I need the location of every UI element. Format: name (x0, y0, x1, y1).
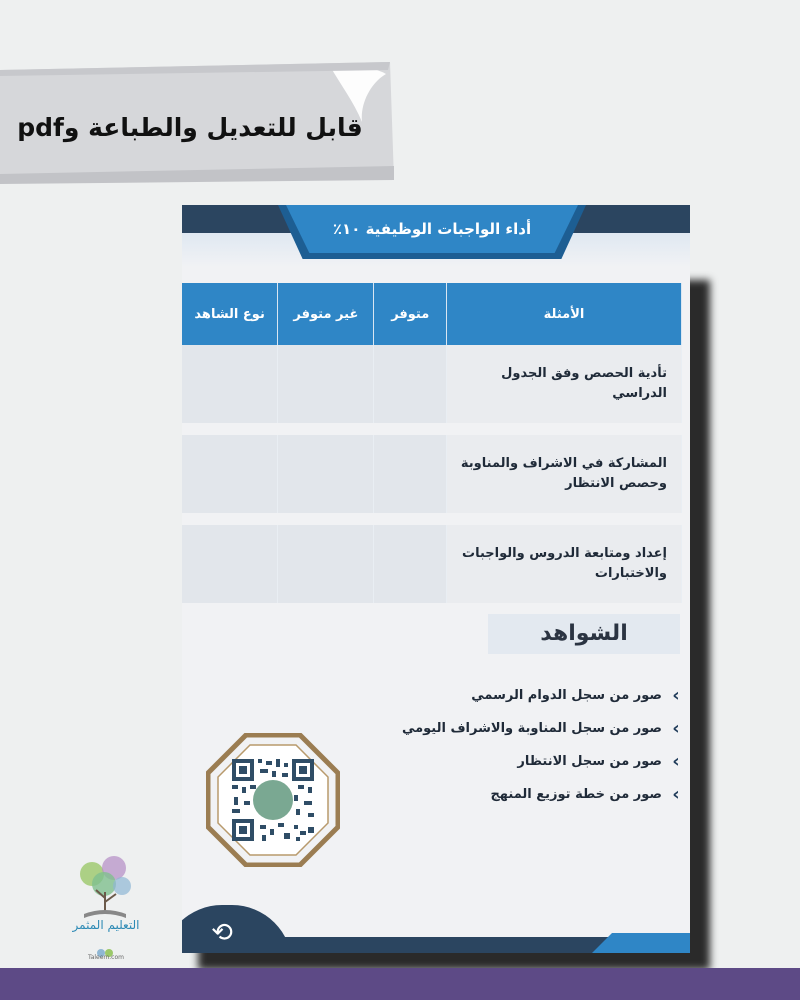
cell-evidence-type (182, 429, 278, 519)
cell-example: تأدية الحصص وفق الجدول الدراسي (447, 345, 682, 429)
header-not-available: غير متوفر (278, 283, 374, 345)
list-item (282, 778, 682, 811)
qr-center-logo (253, 780, 293, 820)
banner-text: قابل للتعديل والطباعة وpdf (17, 113, 363, 142)
evidence-item: صور من سجل الدوام الرسمي (471, 688, 662, 703)
list-item (282, 712, 682, 745)
chevron-left-icon: ‹ (672, 685, 680, 706)
cell-available (374, 519, 447, 609)
list-item (282, 745, 682, 778)
evidence-heading: الشواهد (488, 614, 680, 654)
chevron-left-icon: ‹ (672, 751, 680, 772)
list-item (282, 679, 682, 712)
cell-example: المشاركة في الاشراف والمناوبة وحصص الانتظار (447, 429, 682, 519)
evidence-item: صور من سجل المناوبة والاشراف اليومي (401, 721, 662, 736)
logo-name: التعليم المثمر (72, 918, 140, 932)
document-card (182, 205, 690, 953)
table-row (182, 429, 682, 519)
chevron-left-icon: ‹ (672, 718, 680, 739)
cell-not-available (278, 519, 374, 609)
table-row (182, 519, 682, 609)
examples-table (182, 283, 682, 615)
table-header-row (182, 283, 682, 345)
cell-available (374, 429, 447, 519)
header-examples: الأمثلة (447, 283, 682, 345)
reload-icon[interactable]: ⟲ (211, 918, 233, 948)
bottom-purple-strip (0, 968, 800, 1000)
cell-evidence-type (182, 519, 278, 609)
cell-not-available (278, 429, 374, 519)
evidence-item: صور من سجل الانتظار (517, 754, 662, 769)
bottom-accent (592, 933, 690, 953)
card-title: أداء الواجبات الوظيفية ١٠٪ (332, 220, 532, 238)
table-row (182, 345, 682, 429)
cell-evidence-type (182, 345, 278, 429)
chevron-left-icon: ‹ (672, 784, 680, 805)
cell-example: إعداد ومتابعة الدروس والواجبات والاختبارات (447, 519, 682, 609)
cell-not-available (278, 345, 374, 429)
header-evidence-type: نوع الشاهد (182, 283, 278, 345)
evidence-list (282, 679, 682, 811)
tree-logo-icon (70, 852, 140, 962)
evidence-item: صور من خطة توزيع المنهج (490, 787, 662, 802)
header-available: متوفر (374, 283, 447, 345)
cell-available (374, 345, 447, 429)
logo-site: Taleem.com (88, 954, 124, 961)
